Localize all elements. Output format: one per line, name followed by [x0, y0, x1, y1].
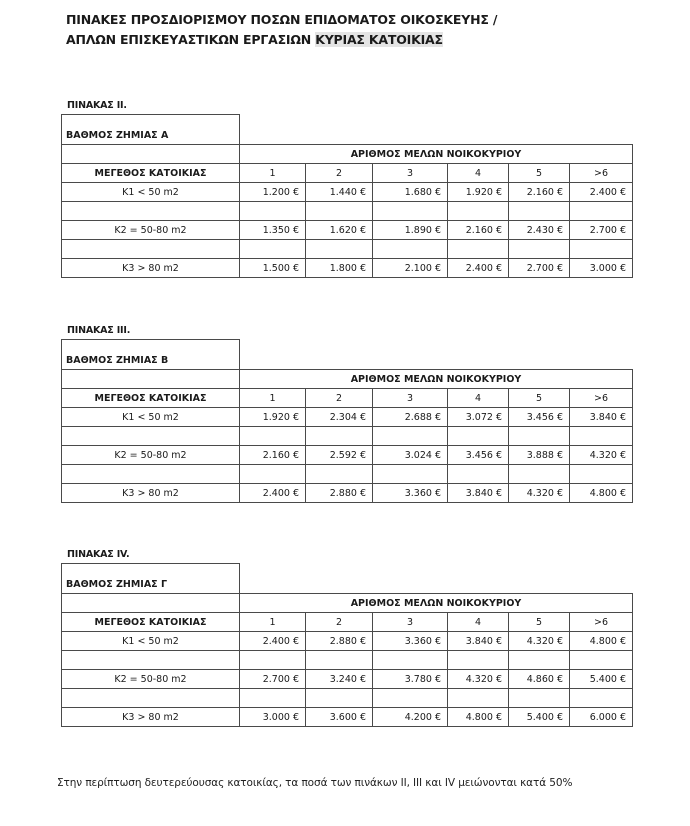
empty-cell — [240, 202, 306, 221]
amount-cell: 2.160 € — [509, 183, 570, 202]
size-label: Κ3 > 80 m2 — [62, 708, 240, 727]
empty-cell — [373, 427, 448, 446]
member-count-header: 5 — [509, 164, 570, 183]
empty-cell — [240, 689, 306, 708]
amount-cell: 2.160 € — [448, 221, 509, 240]
amount-cell: 3.360 € — [373, 484, 448, 503]
member-count-header: 5 — [509, 389, 570, 408]
table-row — [62, 221, 633, 240]
size-label: Κ2 = 50-80 m2 — [62, 446, 240, 465]
members-header-row — [62, 370, 633, 389]
amount-cell: 3.780 € — [373, 670, 448, 689]
empty-cell — [62, 689, 240, 708]
amount-cell: 4.800 € — [570, 484, 633, 503]
amount-cell: 3.840 € — [448, 632, 509, 651]
amount-cell: 3.240 € — [306, 670, 373, 689]
member-count-header: 1 — [240, 164, 306, 183]
spacer-row — [62, 689, 633, 708]
amount-cell: 2.592 € — [306, 446, 373, 465]
amount-cell: 3.888 € — [509, 446, 570, 465]
member-count-header: 4 — [448, 389, 509, 408]
amount-cell: 5.400 € — [570, 670, 633, 689]
amount-table — [61, 339, 633, 503]
spacer-row — [62, 427, 633, 446]
size-label: Κ1 < 50 m2 — [62, 632, 240, 651]
damage-level-row — [62, 340, 633, 370]
amount-cell: 4.800 € — [570, 632, 633, 651]
size-label: Κ1 < 50 m2 — [62, 408, 240, 427]
table-row — [62, 484, 633, 503]
empty-cell — [306, 465, 373, 484]
amount-cell: 1.800 € — [306, 259, 373, 278]
amount-cell: 4.320 € — [509, 484, 570, 503]
empty-cell — [306, 202, 373, 221]
member-count-header: 2 — [306, 164, 373, 183]
table-row — [62, 632, 633, 651]
column-header-row — [62, 389, 633, 408]
amount-cell: 1.500 € — [240, 259, 306, 278]
size-label: Κ3 > 80 m2 — [62, 484, 240, 503]
empty-cell — [448, 651, 509, 670]
column-header-row — [62, 164, 633, 183]
amount-table — [61, 563, 633, 727]
empty-cell — [509, 427, 570, 446]
members-header: ΑΡΙΘΜΟΣ ΜΕΛΩΝ ΝΟΙΚΟΚΥΡΙΟΥ — [240, 370, 633, 389]
title-line-2-plain: ΑΠΛΩΝ ΕΠΙΣΚΕΥΑΣΤΙΚΩΝ ΕΡΓΑΣΙΩΝ — [66, 32, 316, 47]
amount-cell: 2.700 € — [570, 221, 633, 240]
amount-cell: 2.880 € — [306, 632, 373, 651]
amount-cell: 2.400 € — [240, 632, 306, 651]
spacer-row — [62, 240, 633, 259]
empty-cell — [62, 370, 240, 389]
table-row — [62, 408, 633, 427]
members-header: ΑΡΙΘΜΟΣ ΜΕΛΩΝ ΝΟΙΚΟΚΥΡΙΟΥ — [240, 145, 633, 164]
member-count-header: 3 — [373, 613, 448, 632]
document-title — [66, 10, 497, 50]
amount-cell: 3.456 € — [509, 408, 570, 427]
size-header: ΜΕΓΕΘΟΣ ΚΑΤΟΙΚΙΑΣ — [62, 389, 240, 408]
amount-cell: 3.000 € — [240, 708, 306, 727]
members-header-row — [62, 594, 633, 613]
member-count-header: >6 — [570, 389, 633, 408]
empty-cell — [240, 427, 306, 446]
amount-cell: 2.880 € — [306, 484, 373, 503]
spacer-row — [62, 651, 633, 670]
amount-cell: 2.400 € — [240, 484, 306, 503]
empty-cell — [509, 465, 570, 484]
amount-table — [61, 114, 633, 278]
amount-cell: 3.360 € — [373, 632, 448, 651]
size-header: ΜΕΓΕΘΟΣ ΚΑΤΟΙΚΙΑΣ — [62, 613, 240, 632]
damage-level-cell: ΒΑΘΜΟΣ ΖΗΜΙΑΣ Α — [62, 115, 240, 145]
empty-cell — [570, 689, 633, 708]
member-count-header: 2 — [306, 389, 373, 408]
member-count-header: 2 — [306, 613, 373, 632]
empty-cell — [509, 651, 570, 670]
empty-cell — [62, 202, 240, 221]
empty-cell — [448, 465, 509, 484]
empty-cell — [240, 651, 306, 670]
amount-cell: 3.456 € — [448, 446, 509, 465]
table-row — [62, 670, 633, 689]
title-highlight: ΚΥΡΙΑΣ ΚΑΤΟΙΚΙΑΣ — [315, 32, 443, 47]
damage-level-cell: ΒΑΘΜΟΣ ΖΗΜΙΑΣ Γ — [62, 564, 240, 594]
empty-cell — [306, 651, 373, 670]
member-count-header: 4 — [448, 613, 509, 632]
amount-cell: 1.680 € — [373, 183, 448, 202]
members-header: ΑΡΙΘΜΟΣ ΜΕΛΩΝ ΝΟΙΚΟΚΥΡΙΟΥ — [240, 594, 633, 613]
member-count-header: 5 — [509, 613, 570, 632]
empty-cell — [570, 240, 633, 259]
amount-cell: 2.100 € — [373, 259, 448, 278]
amount-cell: 4.800 € — [448, 708, 509, 727]
amount-cell: 5.400 € — [509, 708, 570, 727]
amount-cell: 4.200 € — [373, 708, 448, 727]
amount-cell: 3.840 € — [570, 408, 633, 427]
amount-cell: 3.024 € — [373, 446, 448, 465]
amount-cell: 1.620 € — [306, 221, 373, 240]
member-count-header: 3 — [373, 389, 448, 408]
amount-cell: 2.700 € — [240, 670, 306, 689]
empty-cell — [570, 202, 633, 221]
title-line-1: ΠΙΝΑΚΕΣ ΠΡΟΣΔΙΟΡΙΣΜΟΥ ΠΟΣΩΝ ΕΠΙΔΟΜΑΤΟΣ ΟΙΚΟΣΚΕΥΗΣ / — [66, 12, 498, 27]
empty-cell — [373, 465, 448, 484]
amount-cell: 4.320 € — [448, 670, 509, 689]
column-header-row — [62, 613, 633, 632]
empty-cell — [570, 465, 633, 484]
amount-cell: 3.000 € — [570, 259, 633, 278]
empty-cell — [509, 202, 570, 221]
member-count-header: 1 — [240, 389, 306, 408]
empty-cell — [240, 340, 633, 370]
empty-cell — [509, 689, 570, 708]
size-label: Κ2 = 50-80 m2 — [62, 221, 240, 240]
amount-cell: 2.160 € — [240, 446, 306, 465]
title-line-2 — [66, 30, 497, 50]
amount-cell: 2.700 € — [509, 259, 570, 278]
empty-cell — [240, 465, 306, 484]
empty-cell — [240, 240, 306, 259]
empty-cell — [240, 115, 633, 145]
table-row — [62, 446, 633, 465]
amount-cell: 3.840 € — [448, 484, 509, 503]
amount-cell: 1.920 € — [240, 408, 306, 427]
empty-cell — [509, 240, 570, 259]
member-count-header: 3 — [373, 164, 448, 183]
amount-cell: 2.304 € — [306, 408, 373, 427]
amount-cell: 3.072 € — [448, 408, 509, 427]
spacer-row — [62, 465, 633, 484]
amount-cell: 6.000 € — [570, 708, 633, 727]
empty-cell — [448, 202, 509, 221]
table-row — [62, 259, 633, 278]
amount-cell: 2.688 € — [373, 408, 448, 427]
amount-cell: 1.890 € — [373, 221, 448, 240]
table-row — [62, 183, 633, 202]
damage-level-cell: ΒΑΘΜΟΣ ΖΗΜΙΑΣ Β — [62, 340, 240, 370]
amount-cell: 2.430 € — [509, 221, 570, 240]
empty-cell — [62, 145, 240, 164]
table-title: ΠΙΝΑΚΑΣ IV. — [67, 549, 130, 560]
table-row — [62, 708, 633, 727]
member-count-header: >6 — [570, 613, 633, 632]
empty-cell — [62, 427, 240, 446]
amount-cell: 1.200 € — [240, 183, 306, 202]
member-count-header: 1 — [240, 613, 306, 632]
amount-cell: 4.320 € — [570, 446, 633, 465]
empty-cell — [570, 427, 633, 446]
amount-cell: 2.400 € — [570, 183, 633, 202]
member-count-header: >6 — [570, 164, 633, 183]
size-label: Κ1 < 50 m2 — [62, 183, 240, 202]
empty-cell — [373, 689, 448, 708]
member-count-header: 4 — [448, 164, 509, 183]
amount-cell: 1.350 € — [240, 221, 306, 240]
damage-level-row — [62, 564, 633, 594]
empty-cell — [306, 427, 373, 446]
empty-cell — [570, 651, 633, 670]
table-title: ΠΙΝΑΚΑΣ ΙΙ. — [67, 100, 127, 111]
empty-cell — [62, 240, 240, 259]
empty-cell — [448, 689, 509, 708]
empty-cell — [62, 594, 240, 613]
footnote: Στην περίπτωση δευτερεύουσας κατοικίας, τα ποσά των πινάκων ΙΙ, ΙΙΙ και IV μειώνονται κατά 50% — [57, 777, 573, 789]
size-header: ΜΕΓΕΘΟΣ ΚΑΤΟΙΚΙΑΣ — [62, 164, 240, 183]
amount-cell: 4.320 € — [509, 632, 570, 651]
damage-level-row — [62, 115, 633, 145]
spacer-row — [62, 202, 633, 221]
table-title: ΠΙΝΑΚΑΣ ΙΙΙ. — [67, 325, 131, 336]
empty-cell — [62, 465, 240, 484]
size-label: Κ3 > 80 m2 — [62, 259, 240, 278]
amount-cell: 1.440 € — [306, 183, 373, 202]
members-header-row — [62, 145, 633, 164]
empty-cell — [448, 427, 509, 446]
empty-cell — [373, 651, 448, 670]
amount-cell: 4.860 € — [509, 670, 570, 689]
amount-cell: 3.600 € — [306, 708, 373, 727]
empty-cell — [240, 564, 633, 594]
amount-cell: 2.400 € — [448, 259, 509, 278]
amount-cell: 1.920 € — [448, 183, 509, 202]
size-label: Κ2 = 50-80 m2 — [62, 670, 240, 689]
empty-cell — [373, 240, 448, 259]
empty-cell — [306, 689, 373, 708]
empty-cell — [62, 651, 240, 670]
empty-cell — [306, 240, 373, 259]
empty-cell — [373, 202, 448, 221]
empty-cell — [448, 240, 509, 259]
